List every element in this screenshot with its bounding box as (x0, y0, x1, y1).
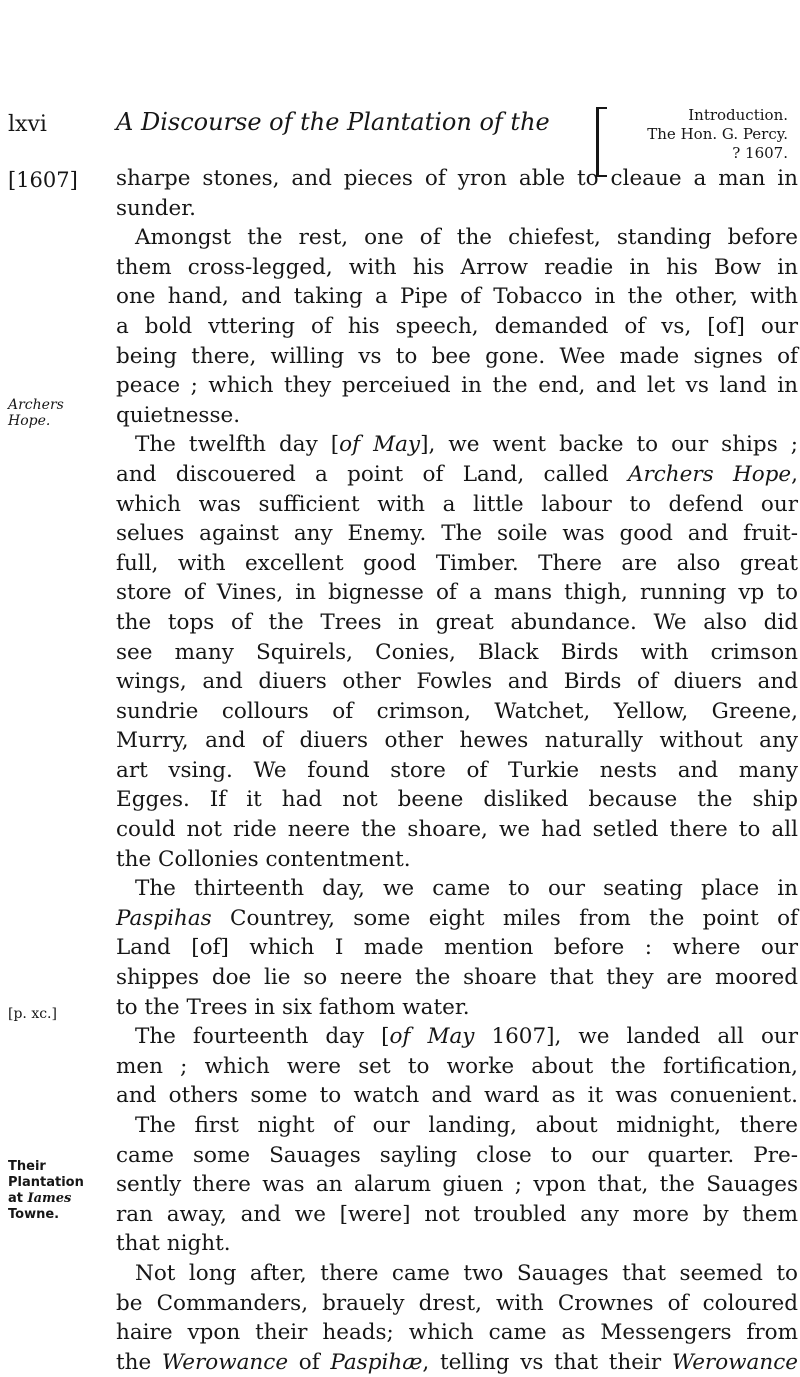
text-line: sunder. (116, 195, 196, 221)
text-line: which was sufficient with a little labour to defend our (116, 491, 798, 517)
text-line: art vsing. We found store of Turkie nests and many (116, 757, 798, 783)
text-line: Egges. If it had not beene disliked because the ship (116, 787, 798, 813)
text-line: see many Squirels, Conies, Black Birds with crimson (116, 639, 798, 665)
text-line: came some Sauages sayling close to our quarter. Pre- (116, 1142, 798, 1168)
text-line: The thirteenth day, we came to our seating place in (135, 876, 798, 902)
text-line: Land [of] which I made mention before : where our (116, 935, 798, 961)
running-title: A Discourse of the Plantation of the (116, 108, 550, 136)
text-segment: and discouered a point of Land, called (116, 461, 628, 487)
text-line: and others some to watch and ward as it was conuenient. (116, 1083, 798, 1109)
text-segment: 1607], we landed all our (474, 1024, 799, 1050)
italic-text: of May (339, 432, 421, 458)
text-line: shippes doe lie so neere the shoare that they are moored (116, 965, 798, 991)
text-segment: ], we went backe to our ships ; (420, 432, 798, 458)
side-heading-section: Introduction. (688, 106, 788, 124)
text-line (116, 904, 798, 934)
text-segment: , (791, 461, 798, 487)
text-line: haire vpon their heads; which came as Messengers from (116, 1320, 798, 1346)
text-segment: of (288, 1349, 331, 1375)
text-line: could not ride neere the shoare, we had setled there to all (116, 817, 798, 843)
margin-note-line: Archers (8, 397, 64, 413)
page-number: lxvi (8, 112, 47, 137)
text-line: sharpe stones, and pieces of yron able to cleaue a man in (116, 166, 798, 191)
italic-text: Paspihas (116, 905, 212, 931)
text-line: Not long after, there came two Sauages that seemed to (135, 1260, 798, 1286)
text-line: full, with excellent good Timber. There are also great (116, 550, 798, 576)
margin-note-line: Towne. (8, 1207, 60, 1222)
italic-text: Werowance (671, 1349, 798, 1375)
text-line: store of Vines, in bignesse of a mans thigh, running vp to (116, 580, 798, 606)
margin-date: [1607] (8, 168, 78, 192)
margin-note-plantation (8, 1159, 103, 1223)
text-line: one hand, and taking a Pipe of Tobacco in the other, with (116, 284, 798, 310)
text-line: The first night of our landing, about midnight, there (135, 1113, 798, 1138)
italic-text: Werowance (161, 1349, 289, 1375)
text-line: Amongst the rest, one of the chiefest, standing before (135, 225, 798, 251)
text-line: be Commanders, brauely drest, with Crownes of coloured (116, 1290, 798, 1316)
margin-note-line: Their (8, 1159, 46, 1174)
text-line: to the Trees in six fathom water. (116, 994, 470, 1020)
text-line: sundrie collours of crimson, Watchet, Yellow, Greene, (116, 698, 798, 724)
text-line: ran away, and we [were] not troubled any more by them (116, 1201, 798, 1227)
text-segment: The twelfth day [ (135, 432, 340, 458)
margin-note-line: Plantation (8, 1175, 84, 1190)
text-line: Murry, and of diuers other hewes naturally without any (116, 728, 798, 754)
margin-note-line: at Iames (8, 1191, 72, 1206)
margin-page-reference: [p. xc.] (8, 1006, 57, 1022)
italic-text: Paspihæ (330, 1349, 423, 1375)
text-line: selues against any Enemy. The soile was good and fruit- (116, 521, 798, 547)
italic-text: Archers Hope (627, 461, 792, 487)
text-line: wings, and diuers other Fowles and Birds of diuers and (116, 669, 798, 695)
text-line: men ; which were set to worke about the fortification, (116, 1053, 798, 1079)
text-line (116, 460, 798, 490)
text-segment: the (116, 1349, 162, 1375)
text-line: the tops of the Trees in great abundance. We also did (116, 609, 798, 635)
side-heading-author: The Hon. G. Percy. (647, 125, 788, 143)
text-line: a bold vttering of his speech, demanded of vs, [of] our (116, 313, 798, 339)
margin-note-line: Hope. (8, 413, 51, 429)
text-segment: Countrey, some eight miles from the point of (211, 905, 798, 931)
text-segment: The fourteenth day [ (135, 1024, 390, 1050)
text-line (116, 430, 798, 460)
text-line: quietnesse. (116, 402, 241, 428)
body-text (116, 164, 798, 1377)
text-line: sently there was an alarum giuen ; vpon that, the Sauages (116, 1172, 798, 1198)
side-heading (608, 106, 788, 163)
text-line: them cross-legged, with his Arrow readie in his Bow in (116, 254, 798, 280)
margin-note-archers-hope (8, 397, 103, 429)
side-heading-date: ? 1607. (732, 144, 788, 162)
text-line: being there, willing vs to bee gone. Wee made signes of (116, 343, 798, 369)
text-segment: , telling vs that their (422, 1349, 672, 1375)
text-line (116, 1022, 798, 1052)
text-line (116, 1348, 798, 1377)
text-line: peace ; which they perceiued in the end, and let vs land in (116, 373, 798, 399)
italic-text: of May (389, 1024, 475, 1050)
text-line: the Collonies contentment. (116, 846, 411, 872)
text-line: that night. (116, 1231, 231, 1257)
